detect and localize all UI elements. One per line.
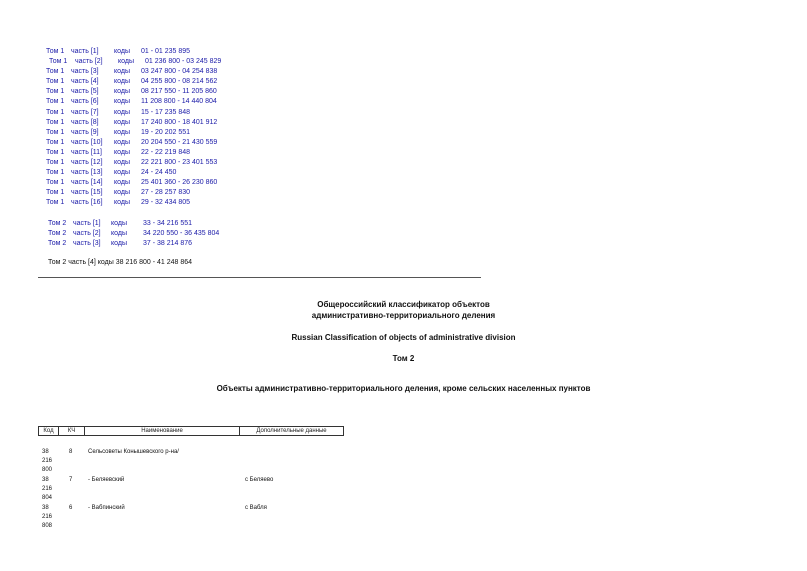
- toc-volume: Том 1: [46, 68, 65, 76]
- toc-code-range: 27 - 28 257 830: [141, 189, 191, 197]
- toc-volume: Том 1: [46, 128, 65, 136]
- toc-part: часть [1]: [71, 48, 99, 55]
- title-ru-line-2: административно-территориального деления: [311, 311, 496, 320]
- toc-code-range: 34 220 550 - 36 435 804: [143, 229, 220, 237]
- column-header-name: Наименование: [84, 426, 239, 436]
- toc-volume: Том 1: [46, 169, 65, 177]
- record-code: 38 216 800: [42, 449, 53, 473]
- toc-code-range: 29 - 32 434 805: [141, 199, 191, 207]
- toc-part: часть [13]: [71, 169, 103, 177]
- toc-part: часть [15]: [71, 189, 103, 197]
- title-en: Russian Classification of objects of administrative division: [291, 333, 516, 342]
- toc-volume: Том 1: [46, 108, 65, 116]
- toc-codes-label: коды: [114, 148, 130, 156]
- toc-part: часть [10]: [71, 138, 103, 146]
- toc-volume: Том 1: [46, 138, 65, 146]
- toc-codes-label: коды: [114, 199, 130, 207]
- toc-current-part: Том 2 часть [4] коды 38 216 800 - 41 248 864: [48, 259, 193, 266]
- divider-line: [38, 277, 481, 278]
- toc-code-range: 22 221 800 - 23 401 553: [141, 159, 218, 167]
- toc-codes-label: коды: [114, 138, 130, 146]
- classifier-table-header: [38, 426, 344, 436]
- column-header-kch: КЧ: [58, 426, 84, 436]
- toc-codes-label: коды: [118, 58, 134, 66]
- toc-codes-label: коды: [114, 78, 130, 86]
- record-code: 38 216 804: [42, 477, 53, 501]
- toc-part: часть [12]: [71, 159, 103, 167]
- toc-volume: Том 2: [48, 219, 67, 227]
- toc-part: часть [5]: [71, 88, 99, 96]
- toc-volume: Том 1: [46, 78, 65, 86]
- record-name: - Вабпинский: [88, 505, 125, 511]
- record-kch: 6: [69, 505, 73, 511]
- toc-codes-label: коды: [114, 159, 130, 167]
- title-ru-line-1: Общероссийский классификатор объектов: [317, 300, 490, 309]
- record-kch: 8: [69, 449, 73, 455]
- toc-codes-label: коды: [114, 98, 130, 106]
- toc-code-range: 37 - 38 214 876: [143, 239, 193, 247]
- toc-volume: Том 1: [46, 48, 65, 55]
- toc-code-range: 04 255 800 - 08 214 562: [141, 78, 218, 86]
- toc-code-range: 24 - 24 450: [141, 169, 177, 177]
- toc-volume: Том 1: [46, 88, 65, 96]
- toc-code-range: 01 236 800 - 03 245 829: [145, 58, 222, 66]
- toc-code-range: 11 208 800 - 14 440 804: [141, 98, 217, 106]
- toc-code-range: 03 247 800 - 04 254 838: [141, 68, 218, 76]
- record-extra: с Вабля: [245, 505, 267, 511]
- toc-volume: Том 1: [46, 148, 65, 156]
- toc-volume: Том 1: [46, 179, 65, 187]
- toc-volume: Том 1: [46, 159, 65, 167]
- record-code: 38 216 808: [42, 505, 53, 529]
- toc-part: часть [3]: [73, 239, 101, 247]
- toc-codes-label: коды: [114, 48, 130, 55]
- toc-part: часть [2]: [73, 229, 101, 237]
- toc-part: часть [16]: [71, 199, 103, 207]
- toc-part: часть [2]: [75, 58, 103, 66]
- toc-part: часть [8]: [71, 118, 99, 126]
- toc-codes-label: коды: [114, 169, 130, 177]
- toc-codes-label: коды: [114, 88, 130, 96]
- toc-part: часть [7]: [71, 108, 99, 116]
- record-name: - Беляевский: [88, 477, 125, 483]
- toc-volume: Том 1: [46, 98, 65, 106]
- toc-code-range: 20 204 550 - 21 430 559: [141, 138, 218, 146]
- toc-volume: Том 2: [48, 229, 67, 237]
- toc-codes-label: коды: [114, 118, 130, 126]
- toc-volume: Том 1: [46, 199, 65, 207]
- section-subtitle: Объекты административно-территориального деления, кроме сельских населенных пунктов: [216, 384, 591, 393]
- volume-title: Том 2: [392, 354, 415, 363]
- toc-part: часть [6]: [71, 98, 99, 106]
- toc-code-range: 22 - 22 219 848: [141, 148, 191, 156]
- toc-volume: Том 1: [46, 189, 65, 197]
- toc-code-range: 15 - 17 235 848: [141, 108, 191, 116]
- toc-code-range: 01 - 01 235 895: [141, 48, 191, 55]
- toc-codes-label: коды: [114, 128, 130, 136]
- toc-codes-label: коды: [111, 219, 127, 227]
- toc-part: часть [11]: [71, 148, 102, 156]
- toc-part: часть [14]: [71, 179, 103, 187]
- record-extra: с Беляево: [245, 477, 274, 483]
- toc-part: часть [4]: [71, 78, 99, 86]
- toc-code-range: 25 401 360 - 26 230 860: [141, 179, 218, 187]
- toc-code-range: 19 - 20 202 551: [141, 128, 191, 136]
- toc-code-range: 17 240 800 - 18 401 912: [141, 118, 218, 126]
- column-header-code: Код: [38, 426, 58, 436]
- toc-volume: Том 1: [49, 58, 68, 66]
- toc-code-range: 33 - 34 216 551: [143, 219, 193, 227]
- toc-codes-label: коды: [111, 239, 127, 247]
- toc-part: часть [3]: [71, 68, 99, 76]
- toc-codes-label: коды: [114, 189, 130, 197]
- toc-codes-label: коды: [114, 68, 130, 76]
- toc-volume: Том 1: [46, 118, 65, 126]
- toc-part: часть [1]: [73, 219, 101, 227]
- toc-codes-label: коды: [111, 229, 127, 237]
- record-name: Сельсоветы Конышевского р-на/: [88, 449, 179, 455]
- record-kch: 7: [69, 477, 73, 483]
- toc-part: часть [9]: [71, 128, 99, 136]
- toc-codes-label: коды: [114, 179, 130, 187]
- toc-code-range: 08 217 550 - 11 205 860: [141, 88, 217, 96]
- column-header-extra: Дополнительные данные: [239, 426, 344, 436]
- toc-codes-label: коды: [114, 108, 130, 116]
- toc-volume: Том 2: [48, 239, 67, 247]
